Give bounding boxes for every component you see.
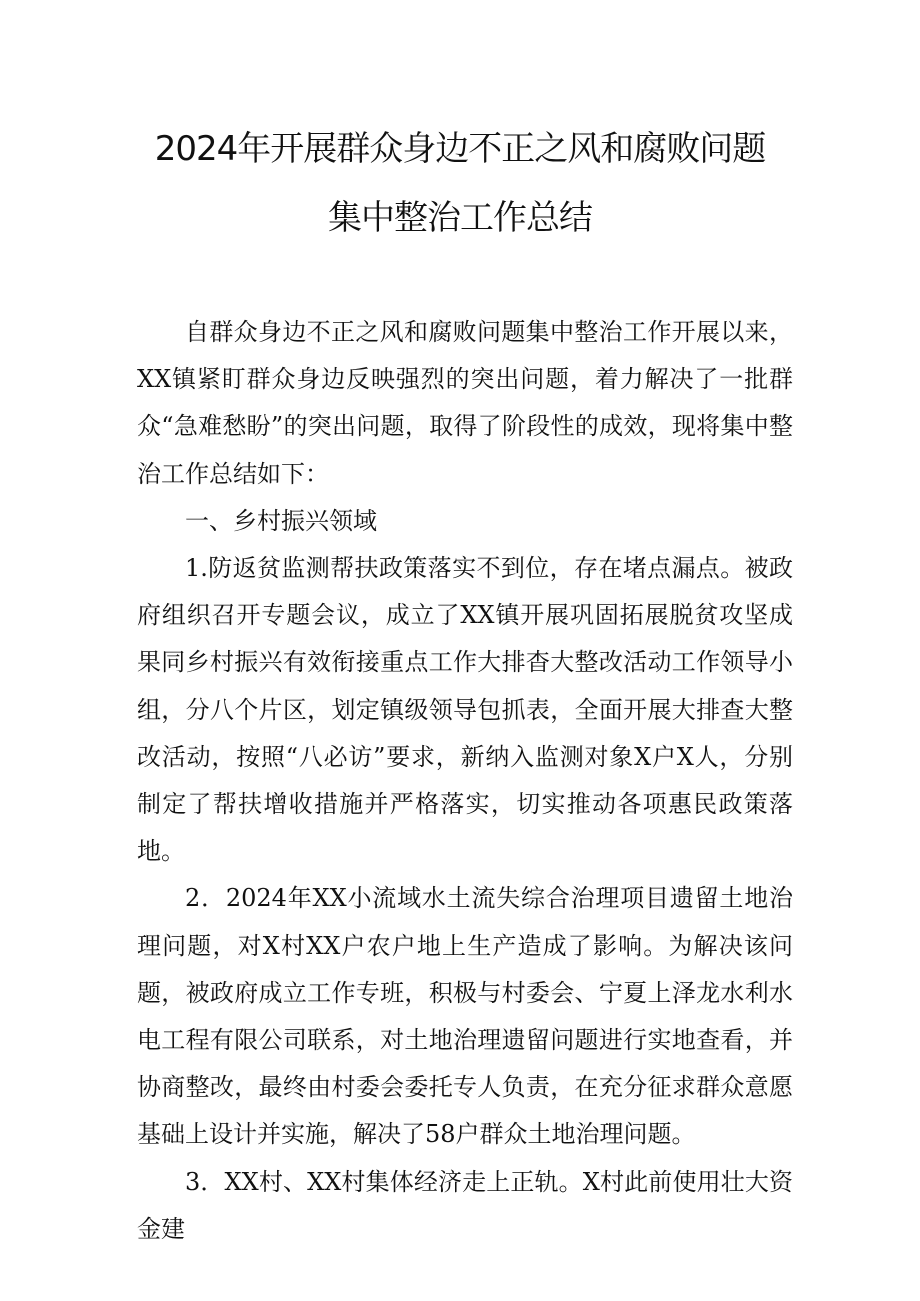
- document-title-line-1: 2024年开展群众身边不正之风和腐败问题: [154, 129, 766, 169]
- item-paragraph-3: 3．XX村、XX村集体经济走上正轨。X村此前使用壮大资金建: [137, 1167, 793, 1243]
- document-title-line-2: 集中整治工作总结: [328, 198, 592, 238]
- intro-paragraph: 自群众身边不正之风和腐败问题集中整治工作开展以来，XX镇紧盯群众身边反映强烈的突出问题，着力解决了一批群众“急难愁盼”的突出问题，取得了阶段性的成效，现将集中整治工作总结如下：: [137, 318, 793, 488]
- item-paragraph-1: 1.防返贫监测帮扶政策落实不到位，存在堵点漏点。被政府组织召开专题会议，成立了XX镇开展巩固拓展脱贫攻坚成果同乡村振兴有效衔接重点工作大排杳大整改活动工作领导小组，分八个片区，划定镇级领导包抓表，全面开展大排查大整改活动，按照“八必访”要求，新纳入监测对象X户X人，分别制定了帮扶增收措施并严格落实，切实推动各项惠民政策落地。: [137, 554, 793, 866]
- section-heading-rural-revitalization: 一、乡村振兴领域: [185, 506, 377, 535]
- item-paragraph-2: 2．2024年XX小流域水土流失综合治理项目遗留土地治理问题，对X村XX户农户地上生产造成了影响。为解决该问题，被政府成立工作专班，积极与村委会、宁夏上泽龙水利水电工程有限公司联系，对土地治理遗留问题进行实地查看，并协商整改，最终由村委会委托专人负责，在充分征求群众意愿基础上设计并实施，解决了58户群众土地治理问题。: [137, 884, 793, 1149]
- document-body: [137, 309, 793, 1253]
